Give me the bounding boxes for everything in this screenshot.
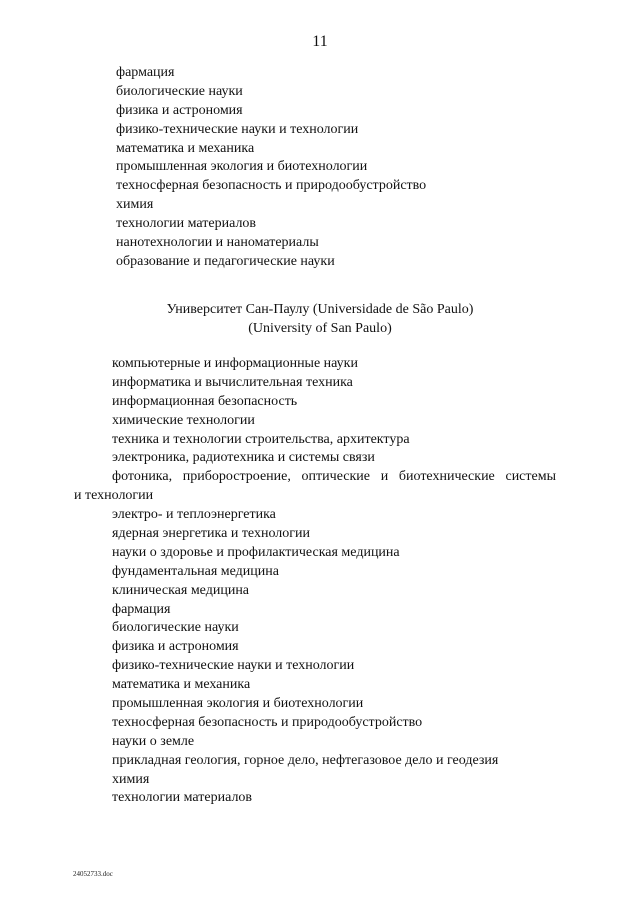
list-item: техносферная безопасность и природообустройство: [112, 714, 423, 730]
list-item: химия: [112, 771, 150, 787]
field-list-bottom: [74, 355, 556, 808]
list-item: техника и технологии строительства, архитектура: [112, 431, 410, 447]
list-item: клиническая медицина: [112, 582, 250, 598]
list-item-continuation: и технологии: [74, 488, 154, 504]
list-item: математика и механика: [116, 140, 255, 156]
document-filename: 24052733.doc: [73, 870, 113, 878]
list-item: промышленная экология и биотехнологии: [112, 696, 364, 712]
list-item: физико-технические науки и технологии: [112, 658, 355, 674]
list-item: биологические науки: [112, 620, 239, 636]
list-item: техносферная безопасность и природообустройство: [116, 178, 427, 194]
list-item: науки о здоровье и профилактическая медицина: [112, 544, 400, 560]
university-heading: [0, 301, 640, 338]
list-item: прикладная геология, горное дело, нефтегазовое дело и геодезия: [112, 752, 499, 768]
list-item: фармация: [112, 601, 171, 617]
list-item: технологии материалов: [116, 216, 257, 232]
list-item: биологические науки: [116, 83, 243, 99]
list-item: информационная безопасность: [112, 393, 298, 409]
list-item: фармация: [116, 65, 175, 80]
list-item: информатика и вычислительная техника: [112, 374, 353, 390]
list-item: математика и механика: [112, 677, 251, 693]
list-item: ядерная энергетика и технологии: [112, 526, 310, 542]
list-item: физико-технические науки и технологии: [116, 121, 359, 137]
list-item: фотоника, приборостроение, оптические и биотехнические системы: [112, 469, 556, 485]
list-item: образование и педагогические науки: [116, 253, 335, 269]
field-list-top: [116, 64, 426, 272]
list-item: технологии материалов: [112, 790, 253, 806]
page-number: 11: [312, 33, 328, 50]
university-name: Университет Сан-Паулу (Universidade de São Paulo): [166, 302, 474, 317]
list-item: промышленная экология и биотехнологии: [116, 159, 368, 175]
list-item: нанотехнологии и наноматериалы: [116, 235, 319, 251]
list-item: химические технологии: [112, 412, 255, 428]
list-item: физика и астрономия: [116, 102, 243, 118]
list-item: науки о земле: [112, 733, 195, 749]
list-item: физика и астрономия: [112, 639, 239, 655]
list-item: компьютерные и информационные науки: [112, 356, 358, 371]
list-item: электроника, радиотехника и системы связи: [112, 450, 375, 466]
list-item: химия: [116, 197, 154, 213]
list-item: электро- и теплоэнергетика: [112, 507, 276, 523]
university-name-english: (University of San Paulo): [248, 320, 392, 336]
list-item: фундаментальная медицина: [112, 563, 279, 579]
